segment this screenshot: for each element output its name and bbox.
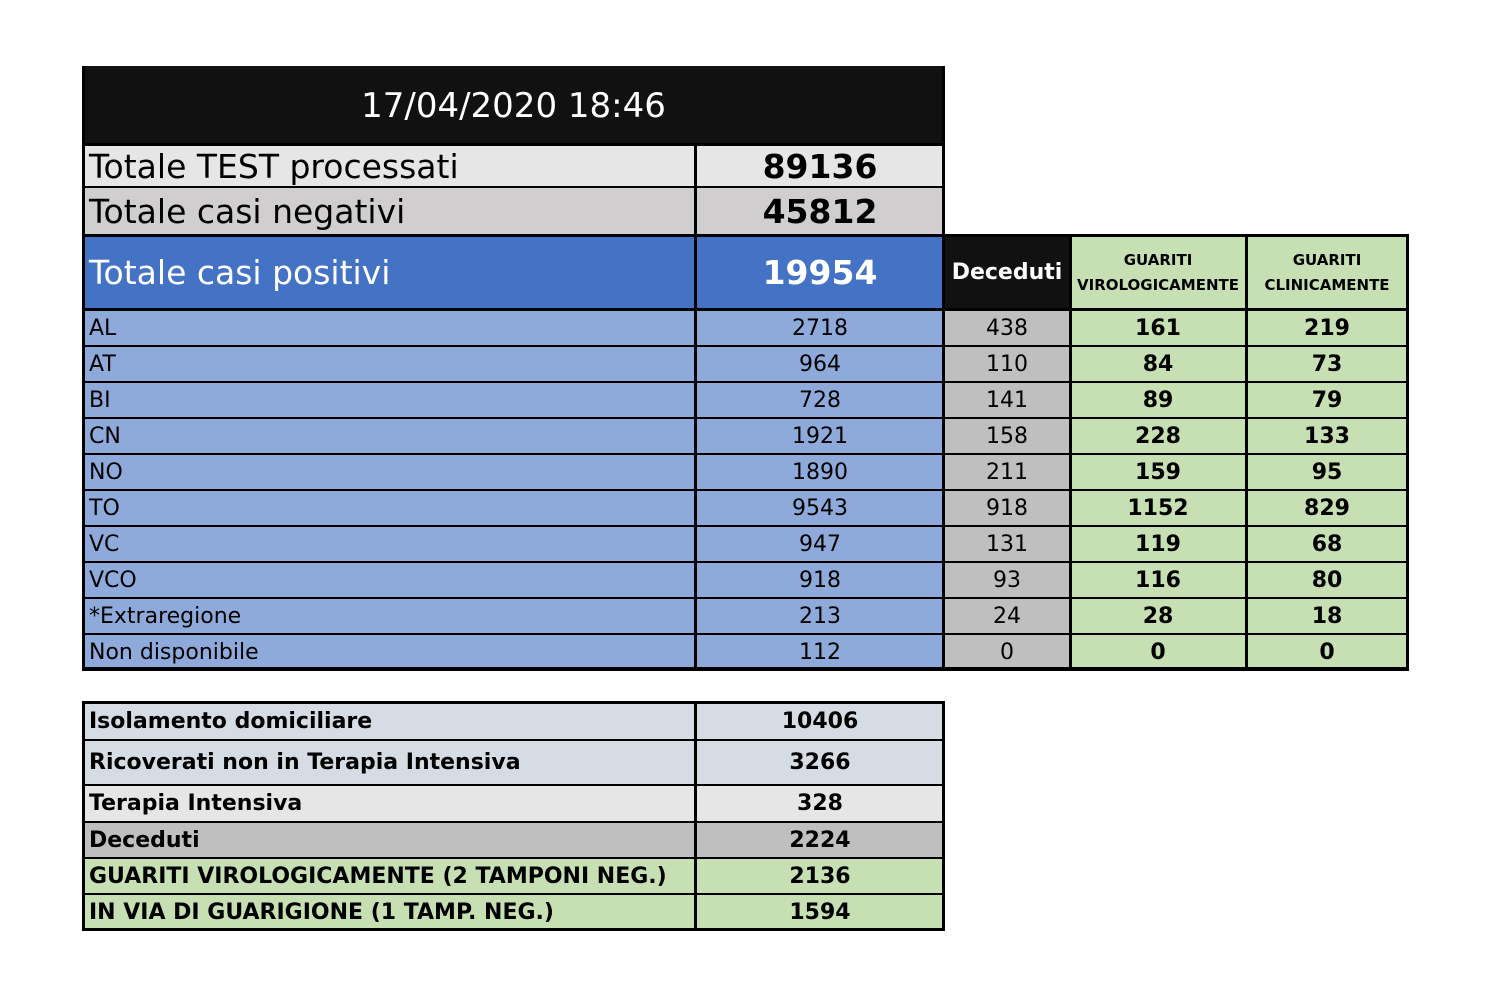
province-deceduti: 211 — [944, 454, 1070, 490]
total-negatives-label: Totale casi negativi — [84, 188, 696, 235]
grid-line — [82, 143, 945, 146]
province-name: BI — [84, 382, 696, 418]
grid-line — [82, 784, 945, 786]
province-name: CN — [84, 418, 696, 454]
summary-label: Deceduti — [84, 822, 696, 858]
province-deceduti: 918 — [944, 490, 1070, 526]
province-guariti-clin: 829 — [1246, 490, 1408, 526]
province-name: AL — [84, 310, 696, 346]
province-guariti-viro: 119 — [1070, 526, 1246, 562]
total-positives-value: 19954 — [696, 236, 944, 309]
guariti-viro-header — [1070, 236, 1246, 309]
grid-line — [942, 234, 945, 670]
province-guariti-viro: 116 — [1070, 562, 1246, 598]
summary-value: 328 — [696, 785, 944, 822]
province-guariti-clin: 219 — [1246, 310, 1408, 346]
summary-label: Terapia Intensiva — [84, 785, 696, 822]
grid-line — [942, 701, 945, 931]
province-name: *Extraregione — [84, 598, 696, 634]
grid-line — [1406, 234, 1409, 670]
grid-line — [82, 381, 1409, 383]
province-guariti-clin: 79 — [1246, 382, 1408, 418]
province-positivi: 964 — [696, 346, 944, 382]
summary-value: 2136 — [696, 858, 944, 894]
date-header: 17/04/2020 18:46 — [82, 66, 945, 146]
province-positivi: 1921 — [696, 418, 944, 454]
province-deceduti: 93 — [944, 562, 1070, 598]
province-guariti-clin: 133 — [1246, 418, 1408, 454]
grid-line — [82, 417, 1409, 419]
grid-line — [82, 893, 945, 895]
province-deceduti: 0 — [944, 634, 1070, 670]
grid-line — [82, 453, 1409, 455]
province-positivi: 1890 — [696, 454, 944, 490]
grid-line — [694, 701, 697, 931]
grid-line — [1245, 234, 1248, 670]
province-positivi: 112 — [696, 634, 944, 670]
province-guariti-viro: 84 — [1070, 346, 1246, 382]
guariti-viro-header-line1: GUARITI — [1123, 250, 1193, 269]
province-positivi: 947 — [696, 526, 944, 562]
grid-line-left — [82, 66, 85, 670]
province-guariti-viro: 159 — [1070, 454, 1246, 490]
guariti-clin-header — [1246, 236, 1408, 309]
province-guariti-viro: 28 — [1070, 598, 1246, 634]
grid-line — [82, 633, 1409, 635]
province-name: Non disponibile — [84, 634, 696, 670]
province-name: TO — [84, 490, 696, 526]
grid-line — [82, 667, 1409, 670]
grid-line — [82, 234, 1409, 237]
province-deceduti: 141 — [944, 382, 1070, 418]
guariti-clin-header-line1: GUARITI — [1292, 250, 1362, 269]
grid-line — [82, 561, 1409, 563]
province-positivi: 9543 — [696, 490, 944, 526]
summary-value: 2224 — [696, 822, 944, 858]
grid-line — [82, 928, 945, 931]
grid-line — [82, 821, 945, 823]
province-guariti-viro: 0 — [1070, 634, 1246, 670]
summary-value: 3266 — [696, 740, 944, 785]
province-name: VCO — [84, 562, 696, 598]
grid-line — [82, 489, 1409, 491]
grid-line — [82, 597, 1409, 599]
grid-line — [82, 739, 945, 741]
province-deceduti: 438 — [944, 310, 1070, 346]
province-guariti-viro: 161 — [1070, 310, 1246, 346]
province-guariti-clin: 18 — [1246, 598, 1408, 634]
province-guariti-clin: 80 — [1246, 562, 1408, 598]
province-deceduti: 24 — [944, 598, 1070, 634]
deceduti-header: Deceduti — [944, 236, 1070, 309]
province-guariti-viro: 1152 — [1070, 490, 1246, 526]
summary-value: 1594 — [696, 894, 944, 930]
guariti-clin-header-line2: CLINICAMENTE — [1264, 275, 1390, 294]
summary-label: Isolamento domiciliare — [84, 703, 696, 740]
province-positivi: 2718 — [696, 310, 944, 346]
total-positives-label: Totale casi positivi — [84, 236, 696, 309]
summary-label: Ricoverati non in Terapia Intensiva — [84, 740, 696, 785]
summary-label: IN VIA DI GUARIGIONE (1 TAMP. NEG.) — [84, 894, 696, 930]
province-guariti-clin: 0 — [1246, 634, 1408, 670]
province-guariti-clin: 68 — [1246, 526, 1408, 562]
grid-line — [82, 186, 945, 188]
province-deceduti: 158 — [944, 418, 1070, 454]
province-deceduti: 110 — [944, 346, 1070, 382]
province-guariti-clin: 73 — [1246, 346, 1408, 382]
province-name: AT — [84, 346, 696, 382]
summary-value: 10406 — [696, 703, 944, 740]
grid-line-right-top — [942, 66, 945, 236]
province-deceduti: 131 — [944, 526, 1070, 562]
guariti-viro-header-line2: VIROLOGICAMENTE — [1077, 275, 1239, 294]
province-name: VC — [84, 526, 696, 562]
province-guariti-viro: 228 — [1070, 418, 1246, 454]
province-positivi: 918 — [696, 562, 944, 598]
grid-line — [82, 345, 1409, 347]
total-tests-label: Totale TEST processati — [84, 145, 696, 187]
total-tests-value: 89136 — [696, 145, 944, 187]
province-guariti-viro: 89 — [1070, 382, 1246, 418]
province-guariti-clin: 95 — [1246, 454, 1408, 490]
province-name: NO — [84, 454, 696, 490]
summary-label: GUARITI VIROLOGICAMENTE (2 TAMPONI NEG.) — [84, 858, 696, 894]
province-positivi: 213 — [696, 598, 944, 634]
grid-line — [694, 143, 697, 670]
total-negatives-value: 45812 — [696, 188, 944, 235]
grid-line — [82, 525, 1409, 527]
grid-line — [82, 857, 945, 859]
grid-line — [1069, 234, 1072, 670]
grid-line — [82, 308, 1409, 311]
grid-line — [82, 701, 945, 704]
grid-line — [82, 701, 85, 931]
province-positivi: 728 — [696, 382, 944, 418]
